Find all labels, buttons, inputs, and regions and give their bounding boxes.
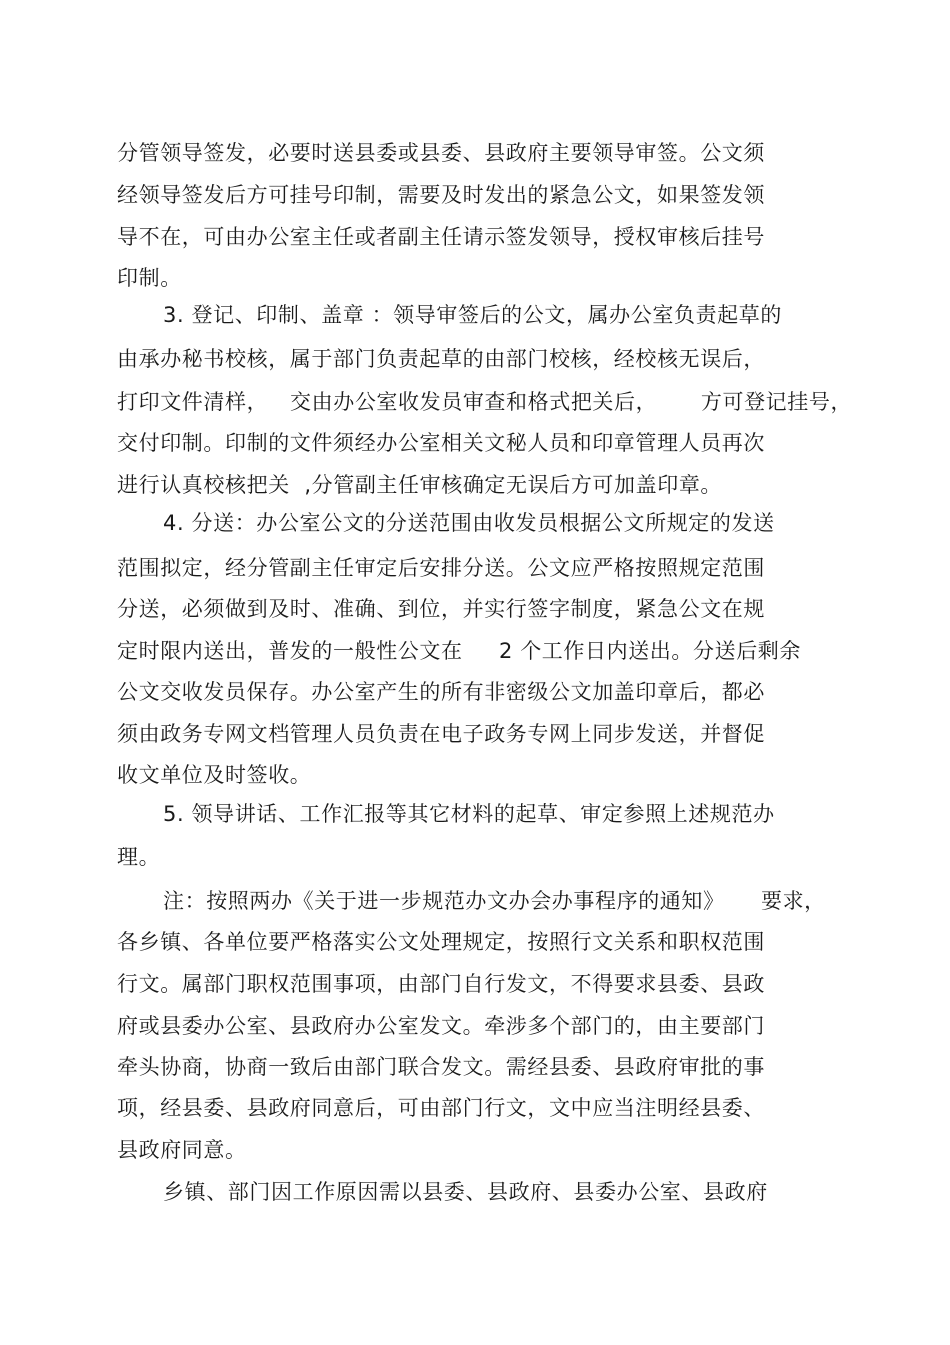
text-line: 定时限内送出，普发的一般性公文在 2 个工作日内送出。分送后剩余	[117, 639, 802, 663]
text-line: 4. 分送：办公室公文的分送范围由收发员根据公文所规定的发送	[163, 511, 775, 535]
text-line: 须由政务专网文档管理人员负责在电子政务专网上同步发送，并督促	[117, 722, 765, 746]
text-line: 经领导签发后方可挂号印制，需要及时发出的紧急公文，如果签发领	[117, 183, 765, 207]
text-line: 行文。属部门职权范围事项，由部门自行发文，不得要求县委、县政	[117, 972, 765, 996]
text-line: 导不在，可由办公室主任或者副主任请示签发领导，授权审核后挂号	[117, 225, 765, 249]
text-line: 项，经县委、县政府同意后，可由部门行文，文中应当注明经县委、	[117, 1096, 765, 1120]
text-line: 牵头协商，协商一致后由部门联合发文。需经县委、县政府审批的事	[117, 1055, 765, 1079]
text-line: 范围拟定，经分管副主任审定后安排分送。公文应严格按照规定范围	[117, 556, 765, 580]
text-line: 理。	[117, 845, 161, 869]
text-line: 注：按照两办《关于进一步规范办文办会办事程序的通知》 要求，	[163, 889, 826, 913]
text-line: 公文交收发员保存。办公室产生的所有非密级公文加盖印章后，都必	[117, 680, 765, 704]
text-line: 交付印制。印制的文件须经办公室相关文秘人员和印章管理人员再次	[117, 431, 765, 455]
text-line: 分送，必须做到及时、准确、到位，并实行签字制度，紧急公文在规	[117, 597, 765, 621]
text-line: 3. 登记、印制、盖章 ：领导审签后的公文，属办公室负责起草的	[163, 303, 782, 327]
text-line: 府或县委办公室、县政府办公室发文。牵涉多个部门的，由主要部门	[117, 1014, 765, 1038]
text-line: 县政府同意。	[117, 1138, 247, 1162]
text-line: 乡镇、部门因工作原因需以县委、县政府、县委办公室、县政府	[163, 1180, 768, 1204]
text-line: 印制。	[117, 266, 182, 290]
text-line: 各乡镇、各单位要严格落实公文处理规定，按照行文关系和职权范围	[117, 930, 765, 954]
text-line: 打印文件清样， 交由办公室收发员审查和格式把关后， 方可登记挂号，	[117, 390, 853, 414]
text-line: 分管领导签发，必要时送县委或县委、县政府主要领导审签。公文须	[117, 141, 765, 165]
text-line: 5. 领导讲话、工作汇报等其它材料的起草、审定参照上述规范办	[163, 802, 775, 826]
text-line: 进行认真校核把关 ,分管副主任审核确定无误后方可加盖印章。	[117, 473, 723, 497]
text-line: 由承办秘书校核，属于部门负责起草的由部门校核，经校核无误后，	[117, 347, 765, 371]
text-line: 收文单位及时签收。	[117, 763, 312, 787]
